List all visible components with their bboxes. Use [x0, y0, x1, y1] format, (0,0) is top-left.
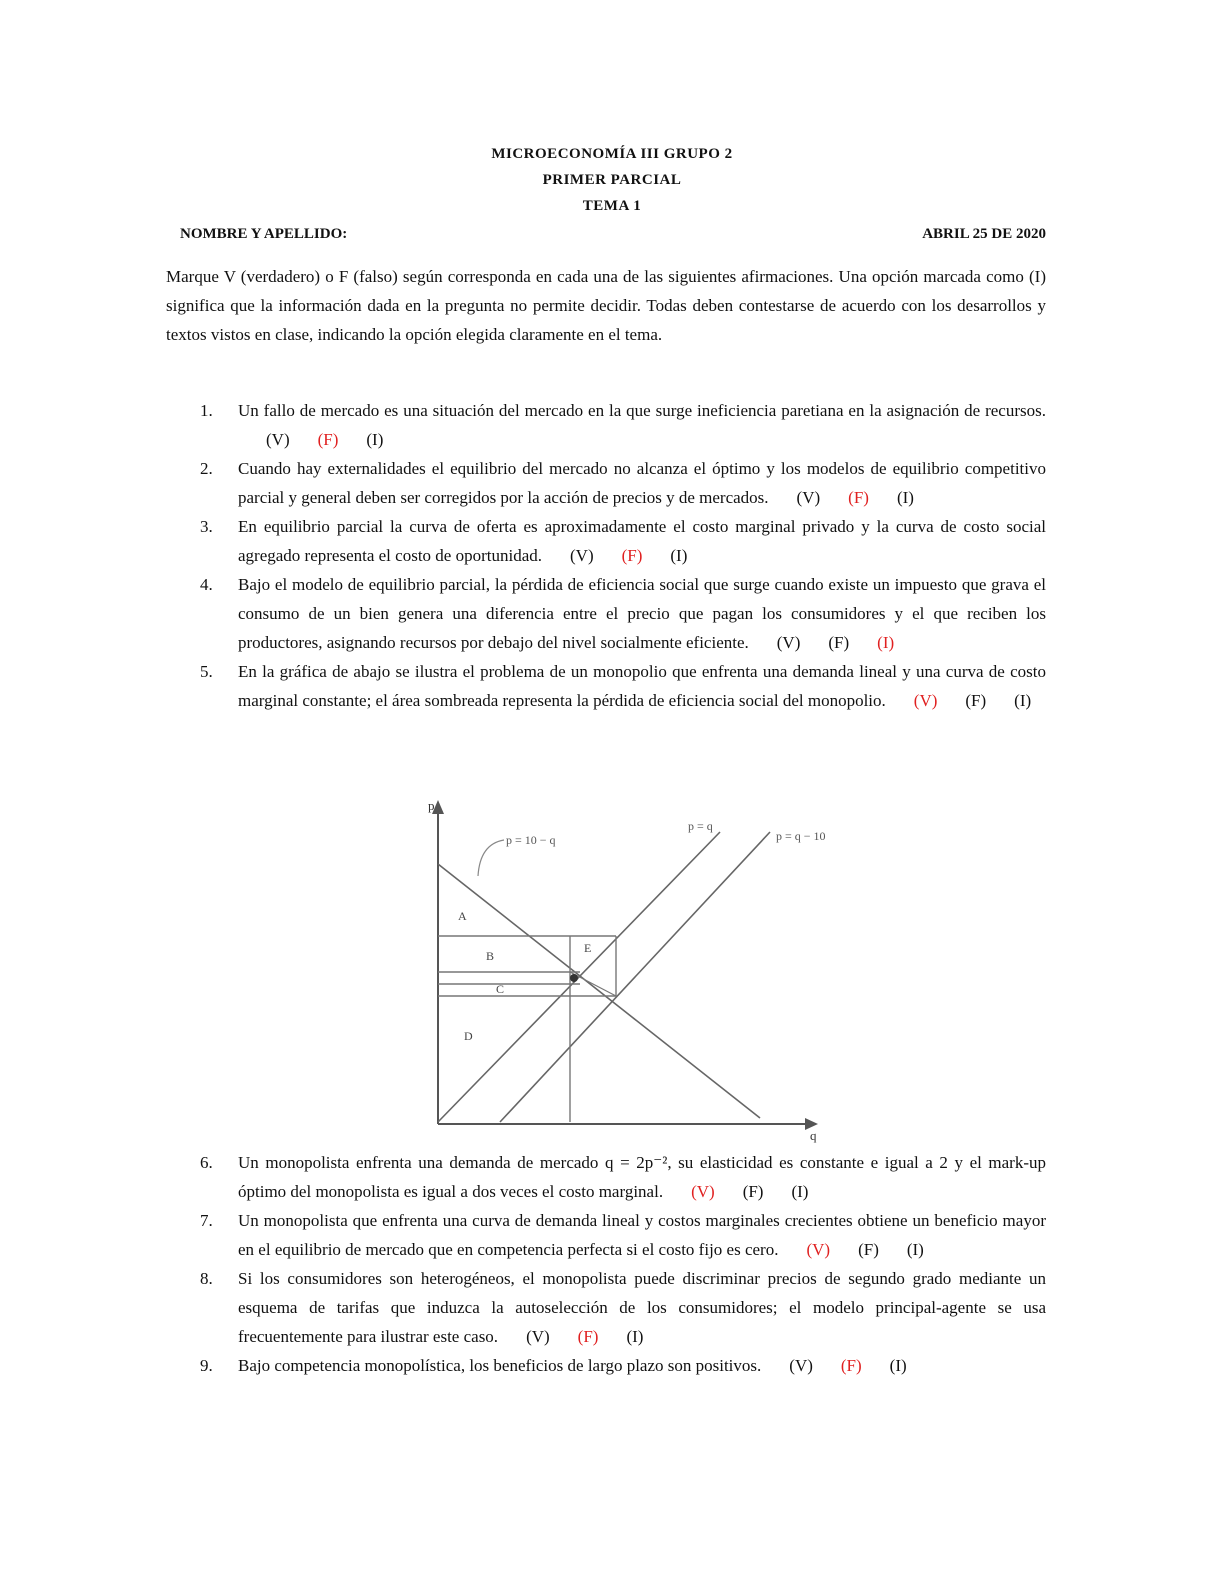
question-number: 8.: [200, 1269, 213, 1288]
question-number: 7.: [200, 1211, 213, 1230]
question-number: 9.: [200, 1356, 213, 1375]
area-label-d: D: [464, 1029, 473, 1043]
answer-option-i[interactable]: (I): [906, 1240, 924, 1259]
exam-theme: TEMA 1: [582, 198, 642, 214]
question-item: [200, 396, 1046, 454]
area-label-e: E: [584, 941, 592, 955]
supply-label-1: p = q: [688, 819, 713, 833]
monopoly-diagram: [420, 796, 890, 1146]
answer-option-v[interactable]: (V): [913, 691, 938, 710]
supply-curve-2: [500, 832, 770, 1122]
equilibrium-point: [570, 974, 578, 982]
question-item: [200, 1264, 1046, 1351]
answer-option-v[interactable]: (V): [789, 1356, 813, 1375]
answer-option-f[interactable]: (F): [828, 633, 850, 652]
question-list-part-1: [200, 396, 1046, 715]
answer-option-f[interactable]: (F): [621, 546, 643, 565]
answer-option-f[interactable]: (F): [848, 488, 869, 507]
question-text: En la gráfica de abajo se ilustra el problema de un monopolio que enfrenta una demanda lineal y una curva de costo marginal constante; el área sombreada representa la pérdida de eficiencia social del monopolio.: [238, 662, 1046, 710]
question-number: 2.: [200, 459, 213, 478]
question-number: 5.: [200, 662, 213, 681]
answer-option-i[interactable]: (I): [626, 1327, 644, 1346]
question-item: [200, 1351, 1046, 1380]
answer-option-i[interactable]: (I): [670, 546, 688, 565]
answer-option-v[interactable]: (V): [570, 546, 594, 565]
answer-option-i[interactable]: (I): [889, 1356, 907, 1375]
demand-curve: [438, 864, 760, 1118]
question-number: 4.: [200, 575, 213, 594]
exam-date: ABRIL 25 DE 2020: [922, 226, 1046, 242]
x-axis-label: q: [810, 1128, 817, 1143]
answer-option-v[interactable]: (V): [806, 1240, 831, 1259]
question-item: [200, 570, 1046, 657]
question-text: Si los consumidores son heterogéneos, el monopolista puede discriminar precios de segundo grado mediante un esquema de tarifas que induzca la autoselección de los consumidores; el modelo principal-agente se usa frecuentemente para ilustrar este caso.: [238, 1269, 1046, 1346]
answer-option-f[interactable]: (F): [317, 430, 339, 449]
question-text: En equilibrio parcial la curva de oferta es aproximadamente el costo marginal privado y la curva de costo social agregado representa el costo de oportunidad.: [238, 517, 1046, 565]
question-number: 6.: [200, 1153, 213, 1172]
answer-option-v[interactable]: (V): [691, 1182, 715, 1201]
supply-label-2: p = q − 10: [776, 829, 826, 843]
answer-option-f[interactable]: (F): [742, 1182, 764, 1201]
question-number: 1.: [200, 401, 213, 420]
y-axis-label: p: [428, 798, 435, 813]
area-label-a: A: [458, 909, 467, 923]
course-title: MICROECONOMÍA III GRUPO 2: [491, 146, 733, 162]
answer-option-v[interactable]: (V): [776, 633, 801, 652]
question-number: 3.: [200, 517, 213, 536]
question-text: Un monopolista que enfrenta una curva de demanda lineal y costos marginales crecientes obtiene un beneficio mayor en el equilibrio de mercado que en competencia perfecta si el costo fijo es cero.: [238, 1211, 1046, 1259]
demand-label-pointer: [478, 840, 504, 876]
question-item: [200, 512, 1046, 570]
question-item: [200, 1148, 1046, 1206]
answer-option-f[interactable]: (F): [577, 1327, 599, 1346]
area-label-c: C: [496, 982, 505, 996]
answer-option-v[interactable]: (V): [796, 488, 821, 507]
answer-option-v[interactable]: (V): [526, 1327, 550, 1346]
area-label-b: B: [486, 949, 495, 963]
question-text: Un monopolista enfrenta una demanda de mercado q = 2p⁻², su elasticidad es constante e igual a 2 y el mark-up óptimo del monopolista es igual a dos veces el costo marginal.: [238, 1153, 1046, 1201]
answer-option-i[interactable]: (I): [366, 430, 384, 449]
answer-option-i[interactable]: (I): [896, 488, 914, 507]
instructions-paragraph: Marque V (verdadero) o F (falso) según corresponda en cada una de las siguientes afirmaciones. Una opción marcada como (I) significa que la información dada en la pregunta no permite decidir. Todas deben contestarse de acuerdo con los desarrollos y textos vistos en clase, indicando la opción elegida claramente en el tema.: [166, 267, 1046, 344]
student-name-label: NOMBRE Y APELLIDO:: [180, 226, 348, 242]
answer-option-v[interactable]: (V): [266, 430, 290, 449]
question-item: [200, 454, 1046, 512]
answer-option-f[interactable]: (F): [965, 691, 987, 710]
question-text: Bajo el modelo de equilibrio parcial, la pérdida de eficiencia social que surge cuando existe un impuesto que grava el consumo de un bien genera una diferencia entre el precio que pagan los consumidores y el que reciben los productores, asignando recursos por debajo del nivel socialmente eficiente.: [238, 575, 1046, 652]
demand-label: p = 10 − q: [506, 833, 556, 847]
exam-title: PRIMER PARCIAL: [542, 172, 682, 188]
answer-option-f[interactable]: (F): [858, 1240, 879, 1259]
answer-option-f[interactable]: (F): [840, 1356, 862, 1375]
answer-option-i[interactable]: (I): [791, 1182, 809, 1201]
question-text: Un fallo de mercado es una situación del mercado en la que surge ineficiencia paretiana en la asignación de recursos.: [238, 401, 1046, 420]
question-list-part-2: [200, 1148, 1046, 1380]
answer-option-i[interactable]: (I): [877, 633, 895, 652]
question-text: Bajo competencia monopolística, los beneficios de largo plazo son positivos.: [238, 1356, 762, 1375]
question-item: [200, 657, 1046, 715]
question-item: [200, 1206, 1046, 1264]
question-text: Cuando hay externalidades el equilibrio del mercado no alcanza el óptimo y los modelos de equilibrio competitivo parcial y general deben ser corregidos por la acción de precios y de mercados.: [238, 459, 1046, 507]
answer-option-i[interactable]: (I): [1014, 691, 1032, 710]
